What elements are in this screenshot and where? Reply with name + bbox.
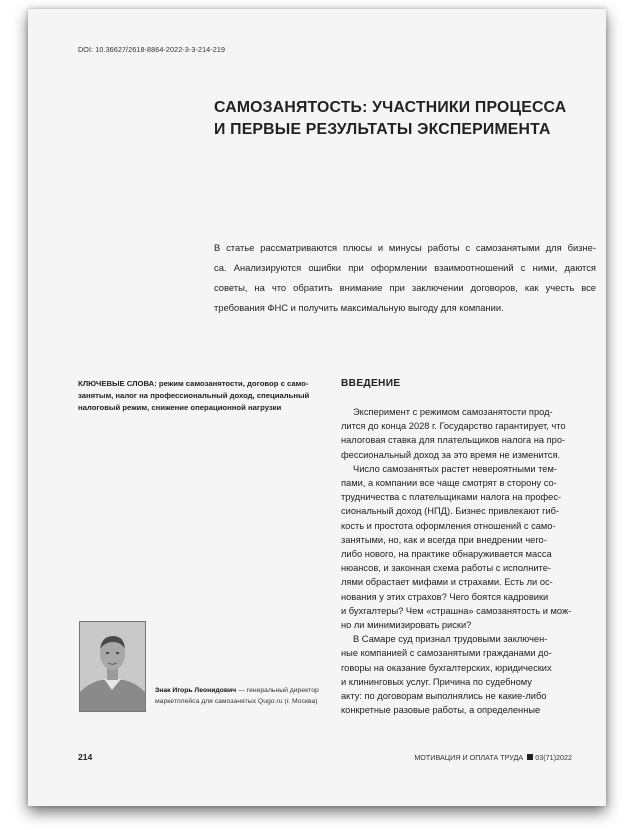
body-line: Число самозанятых растет невероятными тем- — [353, 463, 557, 474]
article-title-line: И ПЕРВЫЕ РЕЗУЛЬТАТЫ ЭКСПЕРИМЕНТА — [214, 121, 551, 138]
body-text — [341, 405, 603, 717]
page-number: 214 — [78, 752, 93, 762]
abstract-line: требования ФНС и получить максимальную выгоду для компании. — [214, 302, 504, 313]
article-title — [214, 97, 574, 141]
author-role: — генеральный директор — [236, 687, 319, 694]
journal-footer — [414, 753, 572, 762]
author-name: Знак Игорь Леонидович — [155, 687, 237, 694]
body-line: конкретные разовые работы, а определенные — [341, 705, 541, 716]
body-line: кость и простота оформления отношений с само- — [341, 520, 556, 531]
body-line: лится до конца 2028 г. Государство гарантирует, что — [341, 421, 566, 432]
body-line: трудничества с плательщиками налога на профес- — [341, 492, 562, 503]
body-line: сиональный доход (НПД). Бизнес привлекают гиб- — [341, 506, 560, 517]
body-line: и бухгалтеры? Чем «страшна» самозанятость и мож- — [341, 605, 572, 616]
square-bullet-icon — [527, 754, 533, 760]
body-line: пами, а компании все чаще смотрят в сторону со- — [341, 478, 557, 489]
keywords-line: налоговый режим, снижение операционной нагрузки — [78, 403, 282, 412]
author-portrait-icon — [80, 622, 145, 711]
body-line: говоры на оказание бухгалтерских, юридических — [341, 662, 552, 673]
journal-issue: 03(71)2022 — [535, 753, 572, 762]
body-line: нования у этих страхов? Чего боятся кадровики — [341, 591, 549, 602]
body-line: акту: по договорам выполнялись не какие-либо — [341, 691, 547, 702]
abstract — [214, 238, 596, 318]
body-line: занятыми, но, как и всегда при внедрении чего- — [341, 534, 547, 545]
article-title-line: САМОЗАНЯТОСТЬ: УЧАСТНИКИ ПРОЦЕССА — [214, 99, 567, 116]
abstract-line: советы, на что обратить внимание при заключении договоров, как учесть все — [214, 282, 596, 293]
body-line: нюансов, и законная схема работы с исполните- — [341, 563, 551, 574]
body-line: В Самаре суд признал трудовыми заключен- — [353, 634, 548, 645]
author-caption — [155, 685, 335, 707]
abstract-line: са. Анализируются ошибки при оформлении взаимоотношений с ними, даются — [214, 262, 596, 273]
keywords-line: занятым, налог на профессиональный доход, специальный — [78, 391, 310, 400]
body-line: и клининговых услуг. Причина по судебному — [341, 676, 532, 687]
author-photo — [79, 621, 146, 712]
keywords — [78, 378, 310, 414]
journal-page — [28, 9, 606, 806]
body-line: Эксперимент с режимом самозанятости прод- — [353, 407, 553, 417]
body-line: либо нового, на практике обнаруживается масса — [341, 549, 552, 560]
author-affiliation: маркетплейса для самозанятых Qugo.ru (г. Москва) — [155, 698, 318, 705]
body-line: фессиональный доход за это время не изменится. — [341, 449, 561, 460]
keywords-line: КЛЮЧЕВЫЕ СЛОВА: режим самозанятости, договор с само- — [78, 379, 309, 388]
doi: DOI: 10.36627/2618-8864-2022-3-3-214-219 — [78, 45, 226, 54]
body-line: налоговая ставка для плательщиков налога на про- — [341, 435, 566, 446]
body-line: лями обрастает мифами и страхами. Есть ли ос- — [341, 577, 553, 588]
journal-name: МОТИВАЦИЯ И ОПЛАТА ТРУДА — [414, 753, 524, 762]
abstract-line: В статье рассматриваются плюсы и минусы работы с самозанятыми для бизне- — [214, 242, 596, 253]
body-line: но ли минимизировать риски? — [341, 620, 472, 631]
section-heading: ВВЕДЕНИЕ — [341, 378, 401, 389]
body-line: ные компанией с самозанятыми гражданами до- — [341, 648, 552, 659]
